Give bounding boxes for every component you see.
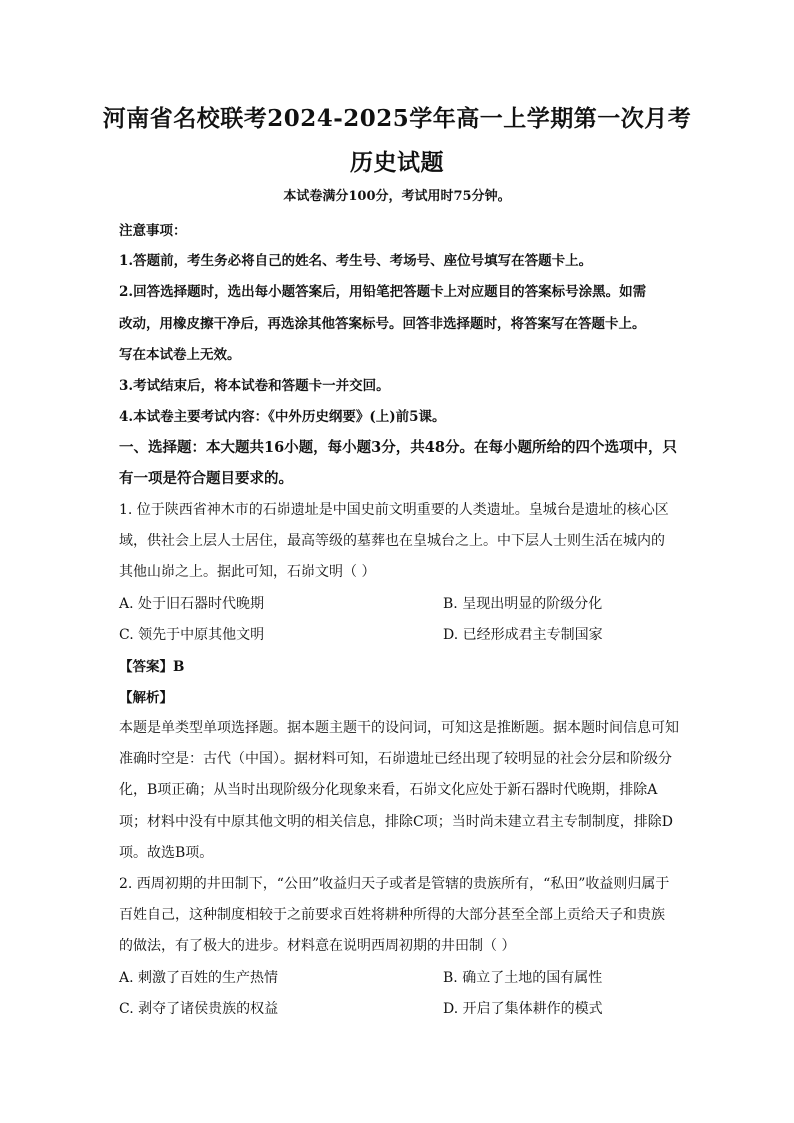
q2-option-c: C. 剥夺了诸侯贵族的权益 [119, 1001, 279, 1017]
q1-analysis-line-1: 本题是单类型单项选择题。据本题主题干的设问词，可知这是推断题。据本题时间信息可知 [119, 720, 679, 736]
q1-analysis-line-3: 化，B项正确；从当时出现阶级分化现象来看，石峁文化应处于新石器时代晚期，排除A [119, 782, 658, 798]
section-1-line-1: 一、选择题：本大题共16小题，每小题3分，共48分。在每小题所给的四个选项中，只 [119, 439, 677, 456]
q1-stem-line-3: 其他山峁之上。据此可知，石峁文明（ ） [119, 564, 376, 580]
exam-title: 河南省名校联考2024-2025学年高一上学期第一次月考 [102, 105, 692, 132]
q1-analysis-line-5: 项。故选B项。 [119, 845, 214, 861]
q1-analysis-line-2: 准确时空是：古代（中国）。据材料可知，石峁遗址已经出现了较明显的社会分层和阶级分 [119, 751, 672, 767]
note-2-line-1: 2.回答选择题时，选出每小题答案后，用铅笔把答题卡上对应题目的答案标号涂黑。如需 [119, 284, 647, 300]
q1-option-b: B. 呈现出明显的阶级分化 [443, 596, 603, 612]
q1-analysis-line-4: 项；材料中没有中原其他文明的相关信息，排除C项；当时尚未建立君主专制制度，排除D [119, 814, 673, 830]
note-4: 4.本试卷主要考试内容：《中外历史纲要》(上)前5课。 [119, 409, 446, 425]
q2-stem-line-1: 2. 西周初期的井田制下，“公田”收益归天子或者是管辖的贵族所有，“私田”收益则归属于 [119, 876, 670, 892]
note-2-line-3: 写在本试卷上无效。 [119, 347, 241, 363]
note-3: 3.考试结束后，将本试卷和答题卡一并交回。 [119, 378, 390, 394]
q1-answer: 【答案】B [119, 659, 185, 675]
q1-stem-line-1: 1. 位于陕西省神木市的石峁遗址是中国史前文明重要的人类遗址。皇城台是遗址的核心区 [119, 502, 669, 518]
q2-stem-line-3: 的做法，有了极大的进步。材料意在说明西周初期的井田制（ ） [119, 938, 516, 954]
subject-title: 历史试题 [350, 149, 444, 176]
q1-stem-line-2: 域，供社会上层人士居住，最高等级的墓葬也在皇城台之上。中下层人士则生活在城内的 [119, 533, 665, 549]
exam-info: 本试卷满分100分，考试用时75分钟。 [283, 189, 511, 204]
note-2-line-2: 改动，用橡皮擦干净后，再选涂其他答案标号。回答非选择题时，将答案写在答题卡上。 [119, 316, 646, 332]
q2-stem-line-2: 百姓自己，这种制度相较于之前要求百姓将耕种所得的大部分甚至全部上贡给天子和贵族 [119, 907, 665, 923]
section-1-line-2: 有一项是符合题目要求的。 [119, 470, 293, 487]
q1-option-d: D. 已经形成君主专制国家 [443, 627, 603, 643]
q1-option-a: A. 处于旧石器时代晚期 [119, 596, 265, 612]
q1-analysis-label: 【解析】 [119, 690, 173, 706]
note-1: 1.答题前，考生务必将自己的姓名、考生号、考场号、座位号填写在答题卡上。 [119, 253, 593, 269]
q2-option-b: B. 确立了土地的国有属性 [443, 970, 603, 986]
q2-option-d: D. 开启了集体耕作的模式 [443, 1001, 603, 1017]
q1-option-c: C. 领先于中原其他文明 [119, 627, 265, 643]
notes-heading: 注意事项： [119, 223, 187, 239]
q2-option-a: A. 刺激了百姓的生产热情 [119, 970, 279, 986]
